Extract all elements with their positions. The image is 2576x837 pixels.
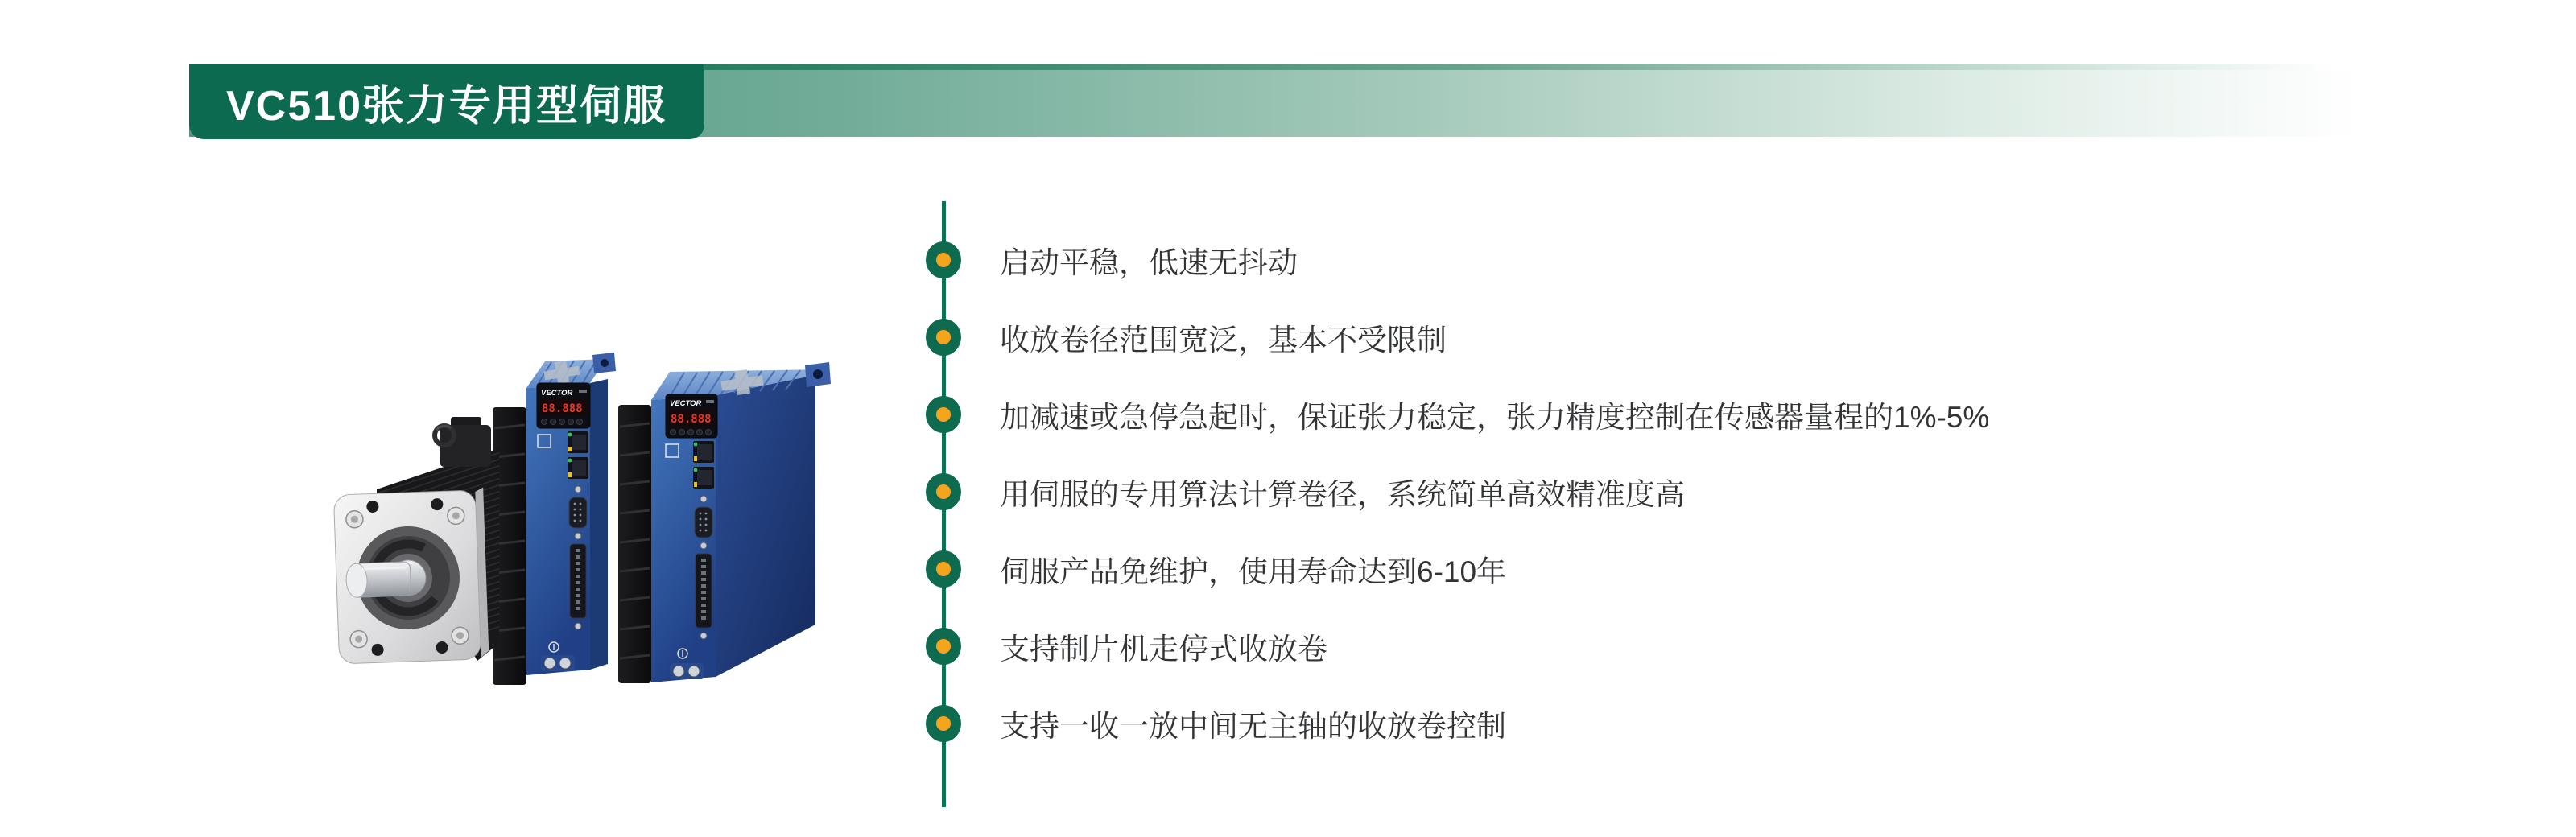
bullet-dot-icon bbox=[926, 241, 961, 278]
bullet-dot-center bbox=[936, 407, 951, 422]
brand-logo: VECTOR bbox=[541, 389, 573, 398]
feature-label: 加减速或急停急起时，保证张力稳定，张力精度控制在传感器量程的1%-5% bbox=[1000, 401, 1990, 434]
drive-front-face bbox=[651, 395, 716, 682]
drive-side-sliver bbox=[590, 379, 608, 670]
bullet-dot-center bbox=[936, 330, 951, 344]
bullet-dot-center bbox=[936, 716, 951, 731]
screw bbox=[575, 533, 581, 539]
bullet-dot-center bbox=[936, 562, 951, 576]
feature-label: 启动平稳，低速无抖动 bbox=[1000, 246, 1298, 279]
feature-item bbox=[926, 241, 1298, 278]
seven-segment-display: 88.888 bbox=[671, 413, 712, 426]
brand-logo: VECTOR bbox=[670, 399, 702, 408]
drive-display-panel bbox=[666, 394, 717, 438]
screw bbox=[700, 542, 707, 549]
bullet-dot-icon bbox=[926, 396, 961, 433]
drive-mounting-tab bbox=[592, 353, 616, 373]
feature-label: 支持一收一放中间无主轴的收放卷控制 bbox=[1000, 710, 1506, 743]
bullet-dot-icon bbox=[926, 473, 961, 510]
feature-item bbox=[926, 550, 1506, 588]
servo-drive-rear bbox=[618, 362, 831, 683]
page-title: VC510张力专用型伺服 bbox=[226, 83, 667, 130]
db-connector bbox=[569, 497, 587, 528]
screw bbox=[700, 633, 707, 639]
feature-item bbox=[926, 396, 1989, 433]
seven-segment-display: 88.888 bbox=[542, 402, 583, 415]
drive-mounting-tab bbox=[805, 362, 831, 387]
db-connector bbox=[695, 507, 712, 538]
feature-label: 伺服产品免维护，使用寿命达到6-10年 bbox=[1000, 555, 1507, 588]
feature-item bbox=[926, 628, 1327, 665]
feature-label: 用伺服的专用算法计算卷径，系统简单高效精准度高 bbox=[1000, 478, 1685, 511]
bullet-dot-icon bbox=[926, 550, 961, 588]
bullet-dot-center bbox=[936, 484, 951, 499]
drive-side-face bbox=[716, 375, 815, 677]
feature-item bbox=[926, 705, 1506, 742]
screw bbox=[575, 623, 581, 629]
product-image bbox=[306, 322, 918, 724]
screw bbox=[575, 486, 581, 493]
bullet-dot-icon bbox=[926, 319, 961, 356]
feature-label: 支持制片机走停式收放卷 bbox=[1000, 633, 1327, 666]
motor-flange bbox=[333, 488, 489, 664]
feature-item bbox=[926, 473, 1685, 510]
bullet-dot-icon bbox=[926, 705, 961, 742]
bullet-dot-center bbox=[936, 639, 951, 654]
drive-display-panel bbox=[537, 383, 590, 428]
servo-product-illustration bbox=[306, 322, 918, 724]
terminal-strip bbox=[696, 554, 712, 628]
terminal-strip bbox=[570, 544, 586, 618]
drive-heatsink-strip bbox=[618, 405, 651, 683]
title-banner bbox=[189, 64, 704, 139]
motor-connector bbox=[435, 417, 491, 467]
servo-motor bbox=[333, 417, 506, 670]
bullet-dot-center bbox=[936, 253, 951, 267]
feature-item bbox=[926, 319, 1447, 356]
feature-label: 收放卷径范围宽泛，基本不受限制 bbox=[1000, 324, 1447, 357]
bullet-dot-icon bbox=[926, 628, 961, 665]
servo-drive-front bbox=[493, 353, 616, 685]
screw bbox=[700, 496, 707, 502]
